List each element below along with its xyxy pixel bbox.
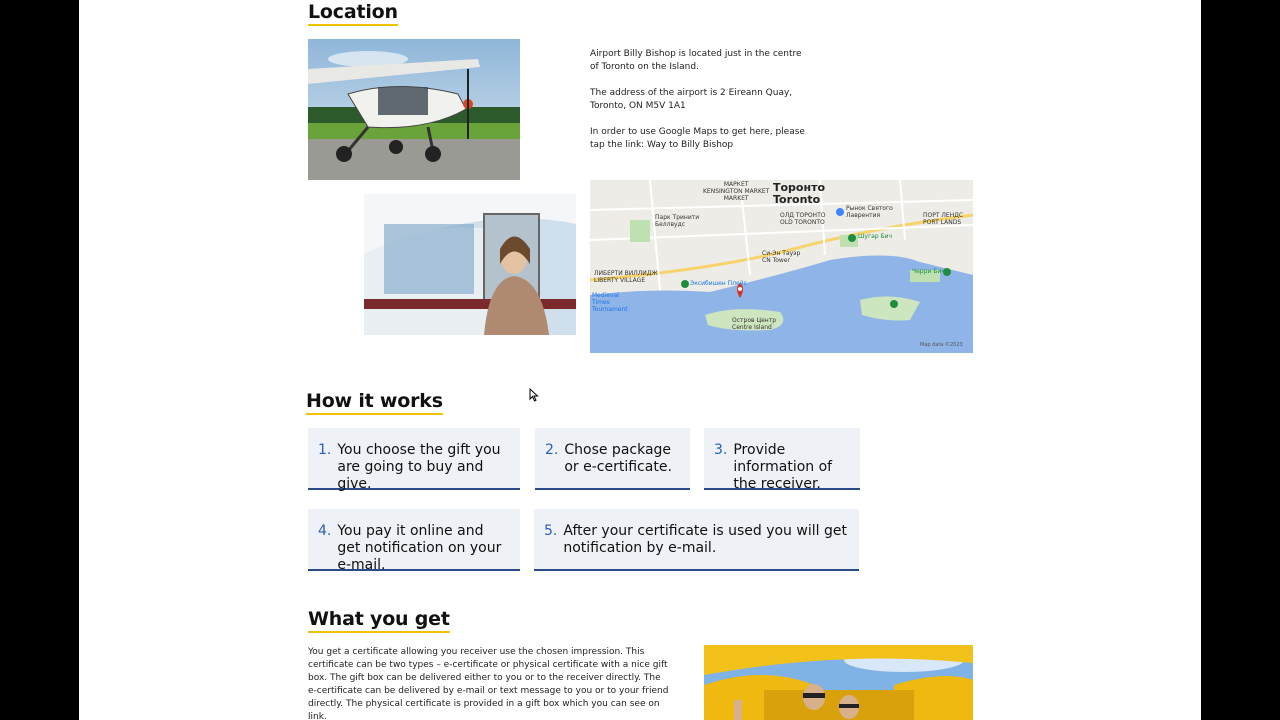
- what-you-get-heading: [308, 608, 450, 630]
- step-number: 5.: [544, 523, 558, 539]
- map-portlands-label: [923, 212, 963, 226]
- map-island-ru: Остров Центр: [732, 317, 777, 324]
- step-card-3: [704, 428, 860, 490]
- step-card-2: [535, 428, 690, 490]
- location-title: Location: [308, 1, 398, 23]
- page: [79, 0, 1201, 720]
- map-old-en: OLD TORONTO: [780, 219, 825, 226]
- map-market-label: [703, 181, 769, 202]
- map-island-en: Centre Island: [732, 324, 772, 331]
- step-text: Chose package or e-certificate.: [564, 442, 672, 475]
- map-market-en2: MARKET: [723, 195, 749, 202]
- step-card-5: [534, 509, 859, 571]
- how-heading: [306, 390, 443, 412]
- map-sugar-label: Шугар Бич: [858, 233, 893, 240]
- step-number: 4.: [318, 523, 332, 539]
- map-liberty-label: [594, 270, 658, 284]
- map-city-ru: Торонто: [773, 181, 826, 194]
- map-cntower-ru: Си-Эн Тауэр: [762, 250, 801, 257]
- heading-underline: [308, 631, 450, 633]
- location-paragraph: The address of the airport is 2 Eireann Quay, Toronto, ON M5V 1A1: [590, 88, 793, 111]
- map-lawrence-label: Рынок Святого Лаврентия: [846, 205, 893, 219]
- map-portlands-en: PORT LANDS: [923, 219, 962, 226]
- step-number: 3.: [714, 442, 728, 458]
- map-park-label: Парк Тринити Беллвудс: [655, 214, 700, 228]
- mouse-cursor-icon: [529, 388, 539, 402]
- map-island-label: [732, 317, 776, 331]
- map-old-ru: ОЛД ТОРОНТО: [780, 212, 826, 219]
- map-market-en: KENSINGTON MARKET: [703, 188, 770, 195]
- pilots-selfie-photo: [704, 645, 973, 720]
- map-exhibition-label: Эксибишен Плейс: [690, 280, 747, 287]
- heading-underline: [308, 24, 398, 26]
- step-text: After your certificate is used you will get notification by e-mail.: [563, 523, 847, 556]
- map-cntower-label: [762, 250, 800, 264]
- how-title: How it works: [306, 390, 443, 412]
- map-cntower-en: CN Tower: [762, 257, 790, 264]
- woman-pilot-photo: [364, 194, 576, 335]
- map-market-ru: МАРКЕТ: [723, 181, 749, 188]
- map-times-label: Medieval Times Tournament: [592, 292, 628, 313]
- heading-underline: [306, 413, 443, 415]
- step-text: Provide information of the receiver.: [733, 442, 833, 492]
- what-you-get-title: What you get: [308, 608, 450, 630]
- location-text: [590, 48, 805, 165]
- map-liberty-en: LIBERTY VILLAGE: [594, 277, 646, 284]
- step-card-4: [308, 509, 520, 571]
- step-card-1: [308, 428, 520, 490]
- location-paragraph: Airport Billy Bishop is located just in the centre of Toronto on the Island.: [590, 49, 802, 72]
- map-city-en: Toronto: [773, 193, 821, 206]
- what-you-get-text: You get a certificate allowing you receiver use the chosen impression. This certificate can be two types – e-certificate or physical certificate with a nice gift box. The gift box can be delivered either to you or to the receiver directly. The e-certificate can be delivered by e-mail or text message to you or to your friend directly. The physical certificate is provided in a gift box which you can see on link.: [308, 647, 669, 720]
- step-number: 2.: [545, 442, 559, 458]
- step-text: You pay it online and get notification on your e-mail.: [337, 523, 502, 573]
- map-old-toronto-label: [780, 212, 825, 226]
- step-text: You choose the gift you are going to buy and give.: [337, 442, 501, 492]
- location-heading: [308, 1, 398, 23]
- google-map[interactable]: [590, 180, 973, 353]
- airplane-photo: [308, 39, 520, 180]
- map-liberty-ru: ЛИБЕРТИ ВИЛЛИДЖ: [594, 270, 658, 277]
- map-copyright: Map data ©2023: [920, 342, 963, 348]
- map-cherry-label: Черри Бич: [912, 268, 945, 275]
- location-maps-link-paragraph[interactable]: In order to use Google Maps to get here, please tap the link: Way to Billy Bishop: [590, 127, 805, 150]
- map-city-label: [773, 182, 825, 206]
- step-number: 1.: [318, 442, 332, 458]
- map-portlands-ru: ПОРТ ЛЕНДС: [923, 212, 964, 219]
